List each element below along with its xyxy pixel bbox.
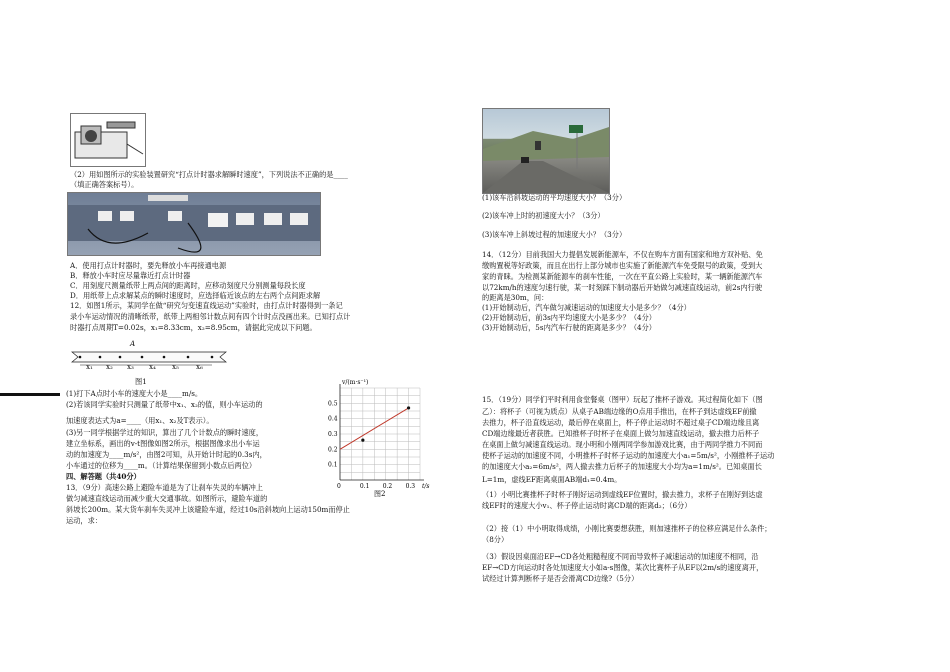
q12-part-3b: 建立坐标系，画出的v-t图像如图2所示，根据图像求出小车运 xyxy=(66,439,260,448)
q14-line-5: 的距离是30m，问： xyxy=(482,293,549,302)
q14-part-2: (2)开始制动后，前3s内平均速度大小是多少？（4分） xyxy=(482,313,656,322)
q12-part-3a: (3)另一同学根据学过的知识，算出了几个计数点的瞬时速度， xyxy=(66,428,264,437)
q13-line-4: 运动，求： xyxy=(66,516,102,525)
q12-line-3: 时器打点周期T=0.02s，x₁=8.33cm，x₂=8.95cm，请据此完成以下问题。 xyxy=(70,323,317,332)
y-tick-label: 0.1 xyxy=(328,461,338,469)
q14-part-3: (3)开始制动后，5s内汽车行驶的距离是多少？（4分） xyxy=(482,323,656,332)
q13-line-2: 做匀减速直线运动而减少重大交通事故。如图所示，避险车道的 xyxy=(66,494,268,503)
vt-chart-svg xyxy=(318,374,430,498)
q13-line-3: 斜坡长200m。某大货车刹车失灵冲上该避险车道，经过10s沿斜坡向上运动150m而停止 xyxy=(66,505,350,514)
tape-x1: x₁ xyxy=(86,362,93,371)
q2-hint: （填正确答案标号）。 xyxy=(70,180,139,189)
q14-part-1: (1)开始制动后，汽车做匀减速运动的加速度大小是多少？（4分） xyxy=(482,303,691,312)
q15-part-2a: （2）接（1）中小明取得成绩，小刚比赛要想获胜，则加速推杯子的位移应满足什么条件； xyxy=(482,524,772,533)
lab-equipment-photo xyxy=(67,192,321,256)
y-tick-label: 0.2 xyxy=(328,446,338,454)
q14-line-3: 家的青睐。为检测某新能源车的刹车性能，一次在平直公路上实验时，某一辆新能源汽车 xyxy=(482,272,763,281)
fig2-caption: 图2 xyxy=(374,490,386,498)
q15-line-5: 在桌面上做匀减速直线运动。现小明和小刚两同学参加游戏比赛，由于两同学推力不同而 xyxy=(482,440,763,449)
y-tick-label: 0.4 xyxy=(328,415,338,423)
q15-part-3c: 试经过计算判断杯子是否会滑离CD边缘?（5分） xyxy=(482,574,639,583)
x-tick-label: 0.3 xyxy=(405,483,416,490)
data-point xyxy=(361,439,364,442)
choice-d: D．用纸带上点求解某点的瞬时速度时，应选择临近该点的左右两个点间距求解 xyxy=(70,291,321,300)
tape-x5: x₅ xyxy=(172,362,179,371)
x-tick-label: 0 xyxy=(337,483,341,490)
q15-part-2b: （8分） xyxy=(482,535,509,544)
q15-line-7: 的加速度大小a₂=6m/s²，两人撤去推力后杯子的加速度大小均为a=1m/s²。已知桌面长 xyxy=(482,462,762,471)
tape-x4: x₄ xyxy=(149,362,156,371)
q15-part-3b: EF→CD方向运动时各处加速度大小如a-s图像，某次比赛杯子从EF以2m/s的速度离开， xyxy=(482,563,764,572)
q12-line-1: 12．如图1所示，某同学在做“研究匀变速直线运动”实验时，由打点计时器得到一条记 xyxy=(70,301,343,310)
q13-part-3: (3)该车冲上斜坡过程的加速度大小？（3分） xyxy=(482,230,627,239)
q14-line-4: 以72km/h的速度匀速行驶，某一时刻踩下制动器后开始做匀减速直线运动，前2s内行驶 xyxy=(482,283,763,292)
q15-line-3: 去推力，杯子沿直线运动，最后停在桌面上，杯子停止运动时不超过桌子CD端边缘且离 xyxy=(482,418,760,427)
tape-x3: x₃ xyxy=(127,362,134,371)
q15-line-8: L=1m，虚线EF距离桌面AB端d₁=0.4m。 xyxy=(482,475,622,484)
y-tick-label: 0.3 xyxy=(328,431,338,438)
x-tick-label: 0.1 xyxy=(359,483,370,490)
x-tick-label: 0.2 xyxy=(382,483,393,490)
q15-part-1b: 线EF时的速度大小v₁、杯子停止运动时离CD端的距离d₂；（6分） xyxy=(482,501,692,510)
q12-line-2: 录小车运动情况的清晰纸带，纸带上两相邻计数点间有四个计时点没画出来。已知打点计 xyxy=(70,312,351,321)
x-axis-label: t/s xyxy=(422,483,430,490)
q15-part-3a: （3）假设因桌面沿EF→CD各处粗糙程度不同而导致杯子减速运动的加速度不相同，沿 xyxy=(482,552,759,561)
fig1-caption: 图1 xyxy=(135,377,147,386)
data-point xyxy=(407,406,410,409)
q15-line-2: 乙）：将杯子（可视为质点）从桌子AB端边缘的O点用手推出，在杯子到达虚线EF前撤 xyxy=(482,407,757,416)
q14-line-1: 14．（12分）目前我国大力提倡发展新能源车，不仅在购车方面有国家和地方双补贴、免 xyxy=(482,250,763,259)
paper-tape-figure xyxy=(70,340,230,374)
q12-part-2a: (2)若该同学实验时只测量了纸带中x₁、x₂的值，则小车运动的 xyxy=(66,400,263,409)
q15-line-1: 15．（19分）同学们平时利用食堂餐桌（图甲）玩起了推杯子游戏。其过程简化如下（图 xyxy=(482,395,763,404)
tape-x2: x₂ xyxy=(106,362,113,371)
choice-a: A．使用打点计时器时，要先释放小车再接通电源 xyxy=(70,261,227,270)
q13-line-1: 13．（9分）高速公路上避险车道是为了让刹车失灵的车辆冲上 xyxy=(66,483,263,492)
choice-c: C．用刻度尺测量纸带上两点间的距离时，应移动刻度尺分别测量每段长度 xyxy=(70,281,306,290)
vt-chart xyxy=(318,374,430,498)
section-4-heading: 四、解答题（共40分） xyxy=(66,472,141,481)
q13-part-2: (2)该车冲上时的初速度大小？（3分） xyxy=(482,211,605,220)
q15-line-4: CD端边缘最近者获胜。已知推杯子时杯子在桌面上做匀加速直线运动，撤去推力后杯子 xyxy=(482,429,760,438)
timer-apparatus-photo xyxy=(70,113,146,167)
q12-part-3d: 小车通过的位移为____m。（计算结果保留到小数点后两位） xyxy=(66,461,257,470)
q13-part-1: (1)该车沿斜坡运动的平均速度大小？（3分） xyxy=(482,193,627,202)
escape-ramp-photo xyxy=(482,108,610,194)
q14-line-2: 缴购置税等好政策，而且在出行上部分城市也实施了新能源汽车免受限号的政策，受到大 xyxy=(482,261,763,270)
y-axis-label: v/(m·s⁻¹) xyxy=(342,379,369,386)
q15-part-1a: （1）小明比赛推杯子时杯子刚好运动到虚线EF位置时，撤去推力，求杯子在刚好到达虚 xyxy=(482,490,763,499)
choice-b: B．释放小车时应尽量靠近打点计时器 xyxy=(70,271,191,280)
y-tick-label: 0.5 xyxy=(328,400,338,408)
q2-stem: （2）用如图所示的实验装置研究“打点计时器求解瞬时速度”，下列说法不正确的是____ xyxy=(70,170,348,179)
tape-x6: x₆ xyxy=(196,362,203,371)
q15-line-6: 使杯子运动的加速度不同，小明推杯子时杯子运动的加速度大小a₁=5m/s²，小刚推杯子运动 xyxy=(482,451,775,460)
margin-bar xyxy=(0,393,60,396)
q12-part-1: (1)打下A点时小车的速度大小是____m/s。 xyxy=(66,389,203,398)
q12-part-3c: 动的加速度为____m/s²，由图2可知，从开始计时起的0.3s内， xyxy=(66,450,267,459)
tape-point-a: A xyxy=(130,339,136,348)
q12-part-2b: 加速度表达式为a=____（用x₁、x₂及T表示）。 xyxy=(66,416,214,425)
